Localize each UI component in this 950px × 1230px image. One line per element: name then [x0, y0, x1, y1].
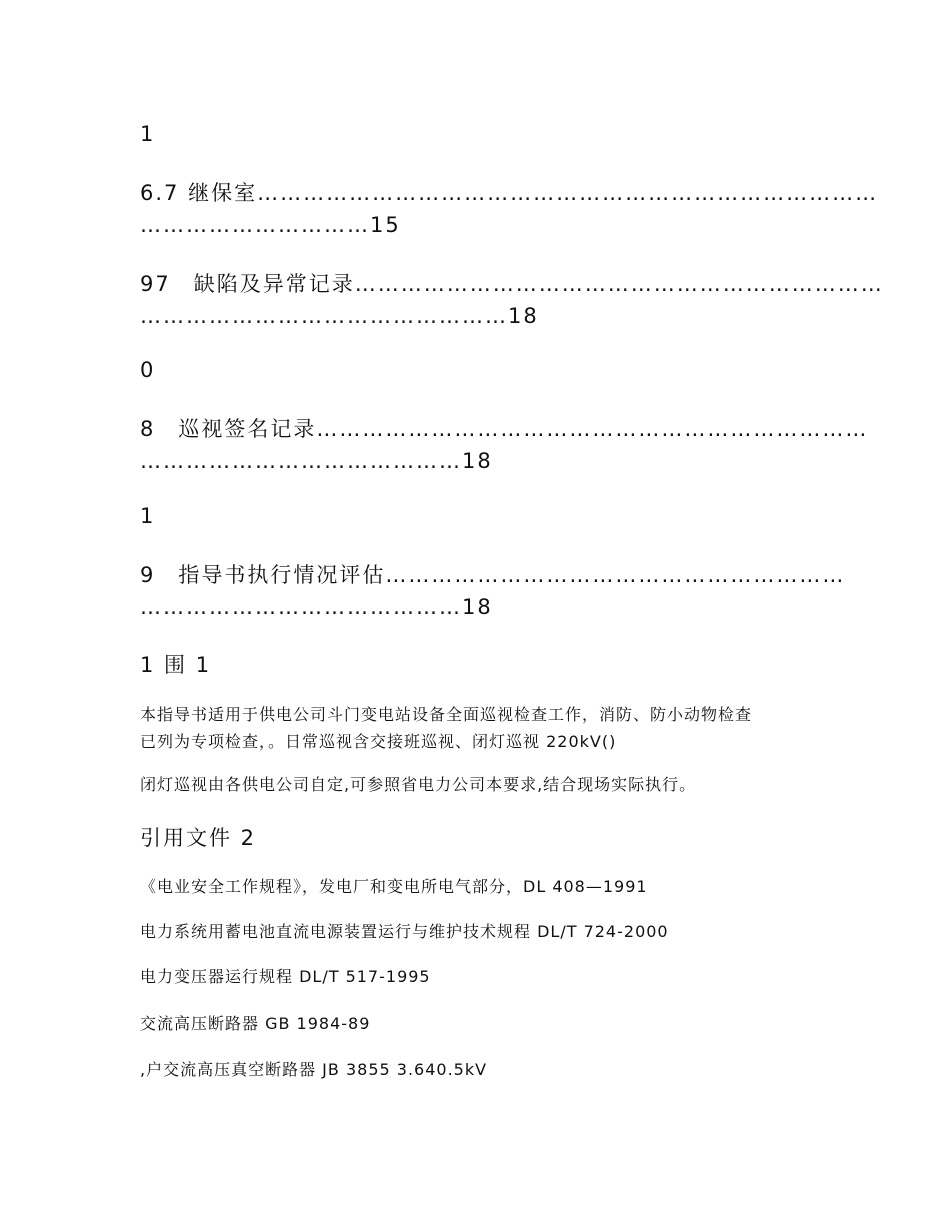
toc-entry-6-7-page: …………………………15 — [140, 213, 401, 237]
scope-paragraph: 闭灯巡视由各供电公司自定,可参照省电力公司本要求,结合现场实际执行。 — [140, 775, 697, 794]
reference-item: 《电业安全工作规程》，发电厂和变电所电气部分，DL 408—1991 — [140, 877, 648, 896]
toc-entry-signature: 8 巡视签名记录……………………………………………………………… — [140, 417, 869, 441]
reference-item: 电力系统用蓄电池直流电源装置运行与维护技术规程 DL/T 724-2000 — [140, 922, 669, 941]
toc-line: 1 — [140, 122, 156, 146]
scope-paragraph-line: 本指导书适用于供电公司斗门变电站设备全面巡视检查工作，消防、防小动物检查 — [140, 705, 753, 724]
reference-item: 电力变压器运行规程 DL/T 517-1995 — [140, 967, 431, 986]
toc-entry-defects-page: …………………………………………18 — [140, 304, 539, 328]
toc-line: 1 — [140, 504, 156, 528]
toc-entry-evaluation-page: ……………………………………18 — [140, 595, 493, 619]
toc-entry-signature-page: ……………………………………18 — [140, 449, 493, 473]
toc-line: 0 — [140, 358, 156, 382]
toc-entry-defects: 97 缺陷及异常记录…………………………………………………………… — [140, 272, 884, 296]
section-heading-scope: 1 围 1 — [140, 653, 212, 677]
scope-paragraph-line: 已列为专项检查，。日常巡视含交接班巡视、闭灯巡视 220kV() — [140, 732, 617, 751]
reference-item: ,户交流高压真空断路器 JB 3855 3.640.5kV — [140, 1060, 488, 1079]
section-heading-references: 引用文件 2 — [140, 826, 257, 850]
toc-entry-evaluation: 9 指导书执行情况评估…………………………………………………… — [140, 563, 846, 587]
reference-item: 交流高压断路器 GB 1984-89 — [140, 1014, 371, 1033]
toc-entry-6-7: 6.7 继保室……………………………………………………………………… — [140, 181, 879, 205]
